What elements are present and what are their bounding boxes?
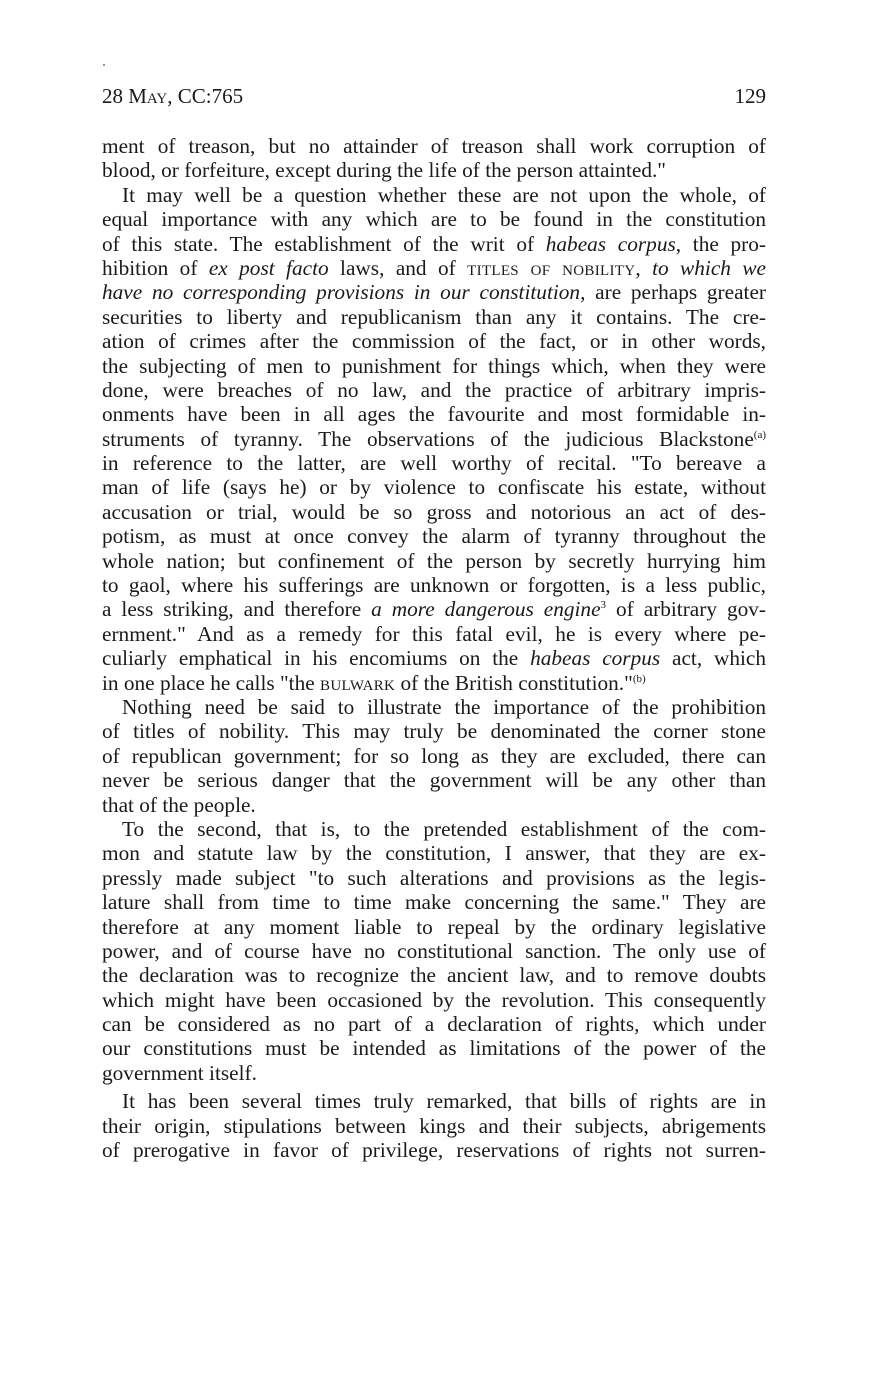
- footnote-marker: 3: [600, 599, 607, 612]
- text-run: a less striking, and therefore: [102, 597, 372, 622]
- text-run: laws, and of: [328, 255, 468, 280]
- text-line: can be considered as no part of a declaration of rights, which under: [102, 1012, 766, 1037]
- text-line: pressly made subject "to such alterations and provisions as the legis-: [102, 865, 766, 890]
- text-line: of titles of nobility. This may truly be denominated the corner stone: [102, 719, 766, 744]
- page-number: 129: [734, 84, 766, 108]
- text-line: It has been several times truly remarked, that bills of rights are in: [122, 1089, 766, 1114]
- text-line: lature shall from time to time make concerning the same." They are: [102, 890, 766, 915]
- footnote-marker: (a): [753, 428, 766, 441]
- smallcaps-term: bulwark: [320, 670, 396, 695]
- text-run: culiarly emphatical in his encomiums on the: [102, 646, 531, 671]
- text-line: of prerogative in favor of privilege, reservations of rights not surren-: [102, 1138, 766, 1163]
- text-run: , the pro-: [675, 231, 766, 256]
- text-line: potism, as must at once convey the alarm of tyranny throughout the: [102, 524, 766, 549]
- text-line: equal importance with any which are to be found in the constitution: [102, 207, 766, 232]
- text-line: therefore at any moment liable to repeal by the ordinary legislative: [102, 914, 766, 939]
- text-line: to gaol, where his sufferings are unknown or forgotten, is a less public,: [102, 573, 766, 598]
- italic-term: a more dangerous engine: [371, 597, 601, 622]
- text-line: our constitutions must be intended as limitations of the power of the: [102, 1036, 766, 1061]
- running-head: [102, 84, 766, 114]
- running-head-month: May: [128, 84, 168, 108]
- text-run: of arbitrary gov-: [606, 597, 766, 622]
- paragraph-3: [102, 695, 766, 817]
- text-line: securities to liberty and republicanism than any it contains. The cre-: [102, 304, 766, 329]
- text-line: never be serious danger that the government will be any other than: [102, 768, 766, 793]
- text-line: [102, 646, 766, 670]
- text-line: accusation or trial, would be so gross and notorious an act of des-: [102, 499, 766, 524]
- text-run: of the British constitution.": [395, 670, 633, 695]
- running-head-date: 28: [102, 84, 129, 108]
- text-line: their origin, stipulations between kings and their subjects, abrigements: [102, 1113, 766, 1138]
- text-line: ment of treason, but no attainder of treason shall work corruption of: [102, 134, 766, 158]
- text-line: the declaration was to recognize the ancient law, and to remove doubts: [102, 963, 766, 988]
- text-line: ation of crimes after the commission of the fact, or in other words,: [102, 329, 766, 354]
- running-head-left: [102, 84, 243, 109]
- paragraph-1: [102, 134, 766, 183]
- text-line: ernment." And as a remedy for this fatal evil, he is every where pe-: [102, 621, 766, 646]
- footnote-marker: (b): [632, 672, 646, 685]
- text-line: that of the people.: [102, 792, 256, 817]
- text-line: mon and statute law by the constitution, I answer, that they are ex-: [102, 841, 766, 866]
- italic-term: ex post facto: [208, 255, 329, 280]
- text-line: government itself.: [102, 1060, 257, 1085]
- text-run: of this state. The establishment of the writ of: [102, 231, 546, 256]
- italic-term: have no corresponding provisions in our constitution: [102, 280, 581, 305]
- paragraph-2: [102, 183, 766, 695]
- text-line: To the second, that is, to the pretended establishment of the com-: [122, 816, 766, 841]
- text-line: [102, 280, 766, 304]
- text-run: ,: [635, 255, 653, 280]
- text-line: which might have been occasioned by the revolution. This consequently: [102, 987, 766, 1012]
- body-text: [102, 134, 766, 1162]
- text-line: power, and of course have no constitutional sanction. The only use of: [102, 938, 766, 963]
- italic-term: habeas corpus: [545, 231, 676, 256]
- text-line: Nothing need be said to illustrate the importance of the prohibition: [122, 694, 766, 719]
- text-run: hibition of: [102, 255, 209, 280]
- text-line: [102, 597, 766, 621]
- text-line: onments have been in all ages the favourite and most formidable in-: [102, 402, 766, 427]
- italic-term: to which we: [652, 255, 766, 280]
- text-line: man of life (says he) or by violence to confiscate his estate, without: [102, 475, 766, 500]
- text-line: It may well be a question whether these are not upon the whole, of: [122, 182, 766, 207]
- text-run: struments of tyranny. The observations of the judicious Blackstone: [102, 426, 754, 451]
- text-line: [102, 671, 766, 695]
- text-line: the subjecting of men to punishment for things which, when they were: [102, 353, 766, 378]
- text-line: done, were breaches of no law, and the practice of arbitrary impris-: [102, 377, 766, 402]
- text-run: act, which: [660, 646, 766, 671]
- text-run: in one place he calls "the: [102, 670, 321, 695]
- paragraph-5: [102, 1089, 766, 1162]
- text-line: [102, 256, 766, 280]
- text-line: blood, or forfeiture, except during the life of the person attainted.": [102, 158, 666, 183]
- text-run: , are perhaps greater: [580, 280, 766, 305]
- paragraph-4: [102, 817, 766, 1085]
- text-line: of republican government; for so long as they are excluded, there can: [102, 743, 766, 768]
- text-line: whole nation; but confinement of the person by secretly hurrying him: [102, 548, 766, 573]
- text-line: [102, 232, 766, 256]
- text-line: in reference to the latter, are well worthy of recital. "To bereave a: [102, 451, 766, 476]
- italic-term: habeas corpus: [530, 646, 661, 671]
- scan-speck: [103, 64, 105, 66]
- text-line: [102, 427, 766, 451]
- running-head-doc-id: , CC:765: [167, 84, 244, 108]
- smallcaps-term: titles of nobility: [467, 255, 636, 280]
